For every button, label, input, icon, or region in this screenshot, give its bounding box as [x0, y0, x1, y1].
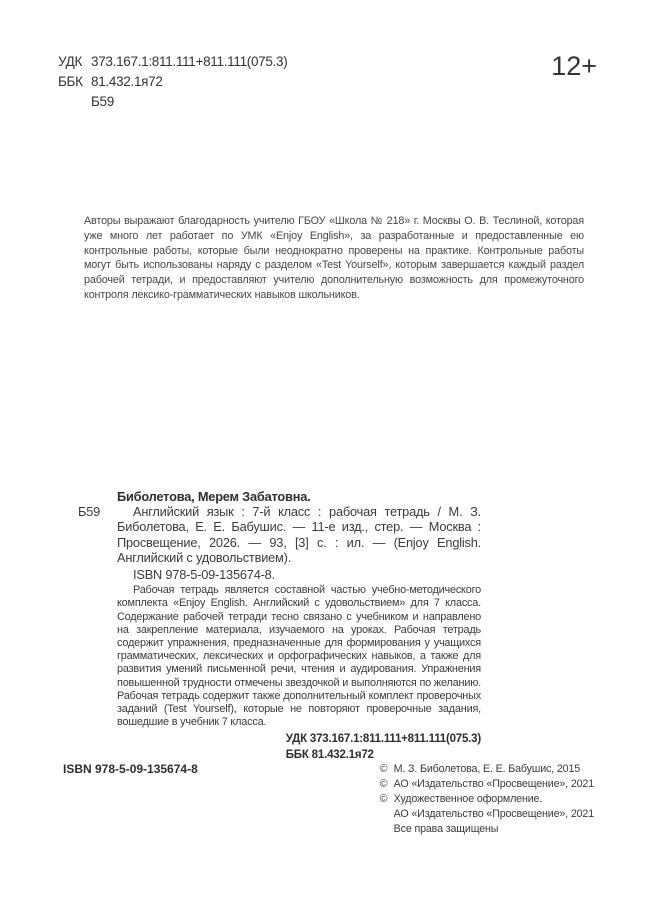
acknowledgment-paragraph: Авторы выражают благодарность учителю ГБОУ «Школа № 218» г. Москвы О. В. Теслиной, которая уже много лет работает по УМК «Enjoy English», за разработанные и предоставленные ею контрольные работы, которые были неоднократно проверены на практике. Контрольные работы могут быть использованы наряду с разделом «Test Yourself», которым завершается каждый раздел рабочей тетради, и предоставляют учителю дополнительную возможность для промежуточного контроля лексико-грамматических навыков школьников. — [84, 215, 584, 301]
udk-value: 373.167.1:811.111+811.111(075.3) — [91, 54, 288, 69]
bbk-label: ББК — [58, 74, 83, 89]
bottom-udk: УДК 373.167.1:811.111+811.111(075.3) — [285, 733, 481, 746]
copyright-line — [380, 777, 594, 792]
bibliographic-block — [78, 489, 481, 763]
author-sign-row — [58, 92, 287, 112]
copyright-text: Художественное оформление. — [393, 793, 543, 805]
copyright-block — [380, 762, 594, 837]
copyright-line — [380, 807, 594, 822]
copyright-text: Все права защищены — [393, 823, 499, 835]
author-sign: Б59 — [91, 94, 114, 109]
copyright-line — [380, 822, 594, 837]
copyright-symbol — [380, 807, 394, 822]
copyright-text: АО «Издательство «Просвещение», 2021 — [393, 778, 594, 790]
footer-isbn: ISBN 978-5-09-135674-8 — [63, 762, 198, 776]
bottom-classification-codes — [286, 732, 481, 763]
age-rating-badge: 12+ — [551, 51, 597, 81]
copyright-text: М. З. Биболетова, Е. Е. Бабушис, 2015 — [393, 763, 581, 775]
copyright-symbol: © — [379, 778, 388, 790]
author-heading: Биболетова, Мерем Забатовна. — [117, 489, 311, 504]
copyright-line — [380, 792, 594, 807]
bibliographic-entry: Английский язык : 7-й класс : рабочая тетрадь / М. З. Биболетова, Е. Е. Бабушис. — 11-е изд., стер. — Москва : Просвещение, 2026. — 93, [3] с. : ил. — (Enjoy English. Английский с удовольствием). — [117, 504, 481, 565]
copyright-symbol: © — [379, 793, 388, 805]
author-sign-spacer — [58, 92, 91, 112]
bbk-value: 81.432.1я72 — [91, 74, 163, 89]
copyright-symbol — [380, 822, 394, 837]
bbk-row — [58, 72, 287, 92]
copyright-line — [380, 762, 594, 777]
author-sign-margin: Б59 — [78, 504, 101, 520]
copyright-text: АО «Издательство «Просвещение», 2021 — [393, 808, 594, 820]
classification-codes — [58, 52, 287, 112]
udk-row — [58, 52, 287, 72]
annotation-paragraph: Рабочая тетрадь является составной частью учебно-методического комплекта «Enjoy English. Английский с удовольствием» для 7 класса. Содержание рабочей тетради тесно связано с учебником и направлено на закрепление материала, изучаемого на уроках. Рабочая тетрадь содержит упражнения, предназначенные для формирования у учащихся грамматических, лексических и орфографических навыков, а также для развития умений письменной речи, чтения и аудирования. Упражнения повышенной трудности отмечены звездочкой и выполняются по желанию. Рабочая тетрадь содержит также дополнительный комплект проверочных заданий (Test Yourself), которые не повторяют проверочные задания, вошедшие в учебник 7 класса. — [117, 584, 481, 729]
bottom-bbk: ББК 81.432.1я72 — [285, 748, 374, 761]
copyright-symbol: © — [379, 763, 388, 775]
udk-label: УДК — [58, 54, 83, 69]
bibliographic-entry-row — [78, 504, 481, 565]
isbn-line: ISBN 978-5-09-135674-8. — [133, 567, 275, 583]
footer — [63, 762, 594, 837]
